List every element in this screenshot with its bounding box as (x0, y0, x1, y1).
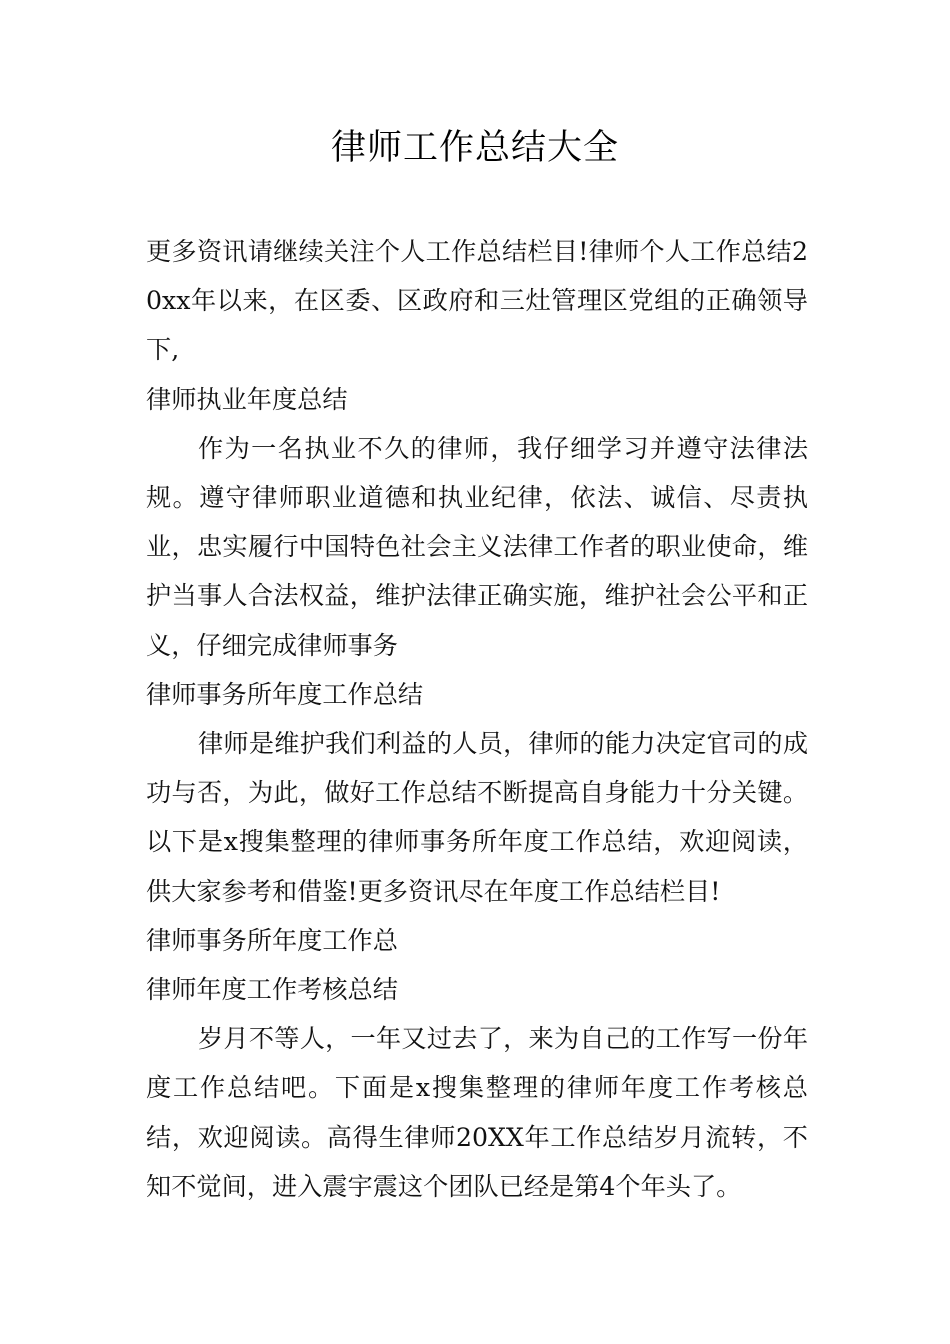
intro-paragraph: 更多资讯请继续关注个人工作总结栏目!律师个人工作总结20xx年以来，在区委、区政府和三灶管理区党组的正确领导下, (146, 237, 808, 365)
assessment-summary-paragraph: 岁月不等人，一年又过去了，来为自己的工作写一份年度工作总结吧。下面是x搜集整理的律师年度工作考核总结，欢迎阅读。高得生律师20XX年工作总结岁月流转，不知不觉间，进入震宇震这个团队已经是第4个年头了。 (146, 1024, 808, 1201)
document-body (146, 227, 808, 1211)
section-heading-assessment-summary: 律师年度工作考核总结 (146, 975, 398, 1005)
section-heading-firm-summary: 律师事务所年度工作总结 (146, 679, 424, 709)
document-title: 律师工作总结大全 (330, 128, 619, 168)
section-heading-practice-summary: 律师执业年度总结 (146, 384, 348, 414)
firm-summary-paragraph: 律师是维护我们利益的人员，律师的能力决定官司的成功与否，为此，做好工作总结不断提高自身能力十分关键。以下是x搜集整理的律师事务所年度工作总结，欢迎阅读，供大家参考和借鉴!更多资讯尽在年度工作总结栏目! (146, 729, 808, 906)
practice-summary-paragraph: 作为一名执业不久的律师，我仔细学习并遵守法律法规。遵守律师职业道德和执业纪律，依法、诚信、尽责执业，忠实履行中国特色社会主义法律工作者的职业使命，维护当事人合法权益，维护法律正确实施，维护社会公平和正义，仔细完成律师事务 (146, 433, 808, 660)
section-heading-firm-summary-short: 律师事务所年度工作总 (146, 925, 398, 955)
